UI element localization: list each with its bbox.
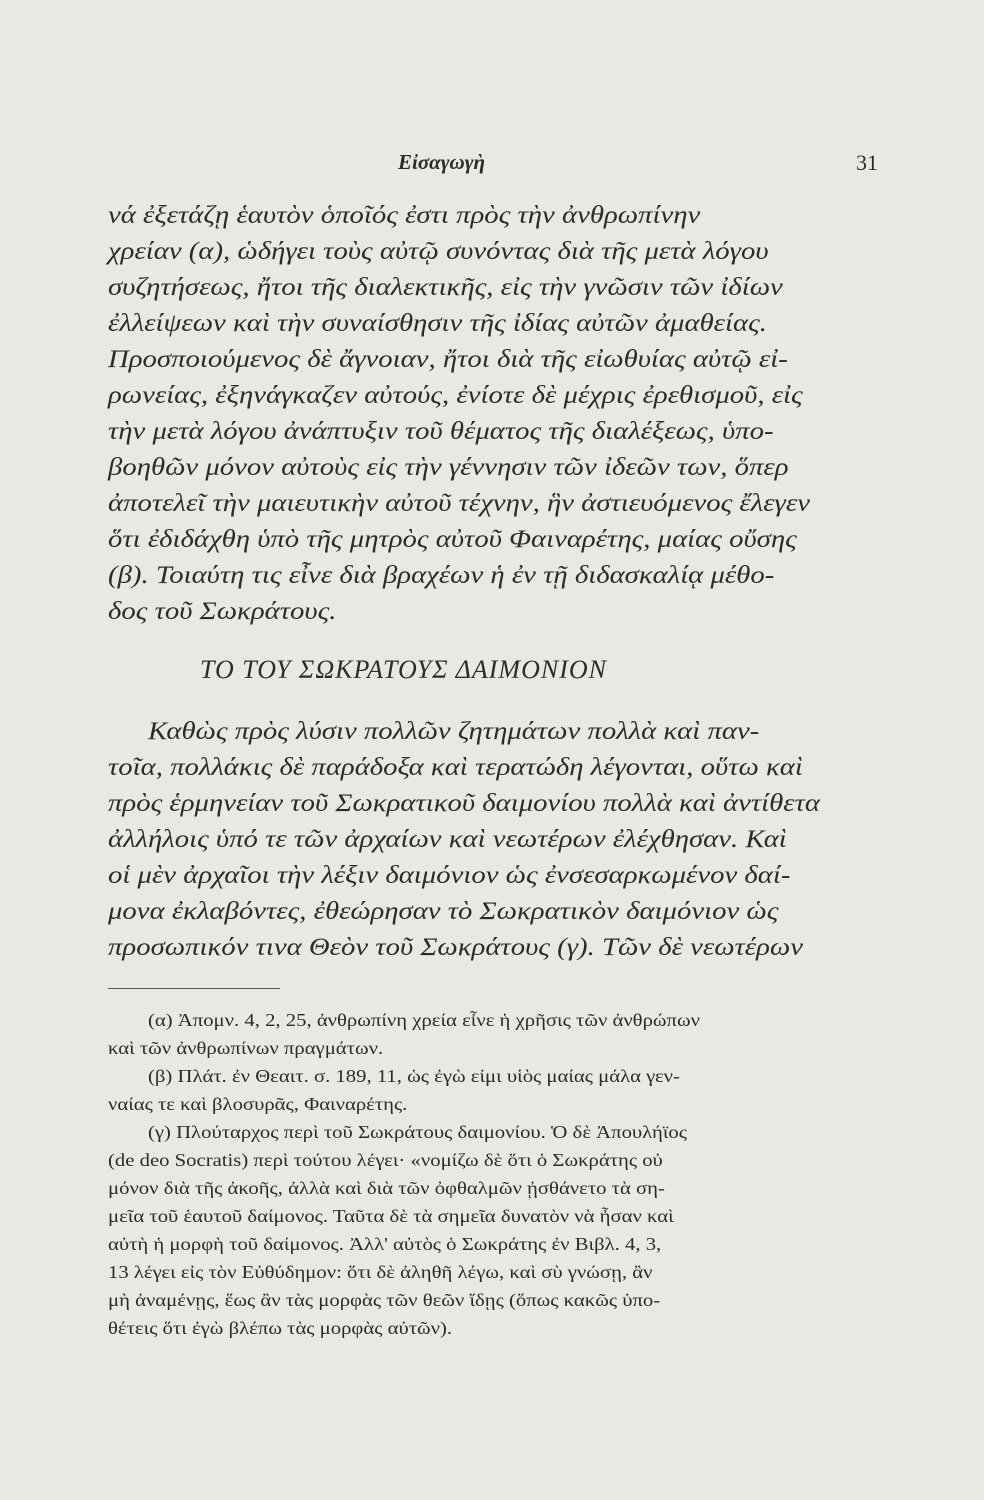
- footnote-divider: [108, 988, 280, 989]
- text-line: χρείαν (α), ὡδήγει τοὺς αὐτῷ συνόντας διὰ τῆς μετὰ λόγου: [108, 238, 769, 265]
- text-line: τὴν μετὰ λόγου ἀνάπτυξιν τοῦ θέματος τῆς διαλέξεως, ὑπο-: [108, 418, 774, 445]
- page-number: 31: [856, 150, 878, 175]
- text-line: ὅτι ἐδιδάχθη ὑπὸ τῆς μητρὸς αὐτοῦ Φαιναρέτης, μαίας οὔσης: [108, 526, 797, 553]
- page-header: [108, 150, 878, 180]
- text-line: Προσποιούμενος δὲ ἄγνοιαν, ἤτοι διὰ τῆς εἰωθυίας αὐτῷ εἰ-: [108, 346, 788, 373]
- text-line: προσωπικόν τινα Θεὸν τοῦ Σωκράτους (γ). Τῶν δὲ νεωτέρων: [108, 934, 803, 961]
- footnote-line: ναίας τε καὶ βλοσυρᾶς, Φαιναρέτης.: [108, 1094, 408, 1114]
- text-line: Καθὼς πρὸς λύσιν πολλῶν ζητημάτων πολλὰ καὶ παν-: [148, 718, 760, 745]
- footnote-line: αὐτὴ ἡ μορφὴ τοῦ δαίμονος. Ἀλλ' αὐτὸς ὁ Σωκράτης ἐν Βιβλ. 4, 3,: [108, 1234, 662, 1254]
- text-line: οἱ μὲν ἀρχαῖοι τὴν λέξιν δαιμόνιον ὡς ἐνσεσαρκωμένον δαί-: [108, 862, 791, 889]
- text-line: πρὸς ἑρμηνείαν τοῦ Σωκρατικοῦ δαιμονίου πολλὰ καὶ ἀντίθετα: [108, 790, 820, 817]
- footnote-line: καὶ τῶν ἀνθρωπίνων πραγμάτων.: [108, 1038, 384, 1058]
- text-line: ἐλλείψεων καὶ τὴν συναίσθησιν τῆς ἰδίας αὐτῶν ἀμαθείας.: [108, 310, 767, 337]
- footnote-line: θέτεις ὅτι ἐγὼ βλέπω τὰς μορφὰς αὐτῶν).: [108, 1318, 453, 1338]
- text-line: συζητήσεως, ἤτοι τῆς διαλεκτικῆς, εἰς τὴν γνῶσιν τῶν ἰδίων: [108, 274, 783, 301]
- running-title: Εἰσαγωγὴ: [398, 150, 485, 174]
- footnote-line: μὴ ἀναμένῃς, ἕως ἂν τὰς μορφὰς τῶν θεῶν ἴδῃς (ὅπως κακῶς ὑπο-: [108, 1290, 661, 1310]
- text-line: τοῖα, πολλάκις δὲ παράδοξα καὶ τερατώδη λέγονται, οὕτω καὶ: [108, 754, 803, 781]
- footnote-line: (de deo Socratis) περὶ τούτου λέγει· «νομίζω δὲ ὅτι ὁ Σωκράτης οὐ: [108, 1150, 663, 1170]
- text-line: ἀλλήλοις ὑπό τε τῶν ἀρχαίων καὶ νεωτέρων ἐλέχθησαν. Καὶ: [108, 826, 787, 853]
- footnote-line: (α) Ἀπομν. 4, 2, 25, ἀνθρωπίνη χρεία εἶνε ἡ χρῆσις τῶν ἀνθρώπων: [148, 1010, 700, 1030]
- section-heading: ΤΟ ΤΟΥ ΣΩΚΡΑΤΟΥΣ ΔΑΙΜΟΝΙΟΝ: [200, 655, 607, 684]
- footnote-line: μόνον διὰ τῆς ἀκοῆς, ἀλλὰ καὶ διὰ τῶν ὀφθαλμῶν ᾐσθάνετο τὰ ση-: [108, 1178, 665, 1198]
- text-line: νά ἐξετάζῃ ἑαυτὸν ὁποῖός ἐστι πρὸς τὴν ἀνθρωπίνην: [108, 202, 701, 229]
- footnote-line: (β) Πλάτ. ἐν Θεαιτ. σ. 189, 11, ὡς ἐγὼ εἰμι υἱὸς μαίας μάλα γεν-: [148, 1066, 680, 1086]
- text-line: δος τοῦ Σωκράτους.: [108, 598, 337, 625]
- text-line: (β). Τοιαύτη τις εἶνε διὰ βραχέων ἡ ἐν τῇ διδασκαλίᾳ μέθο-: [108, 562, 775, 589]
- footnote-line: μεῖα τοῦ ἑαυτοῦ δαίμονος. Ταῦτα δὲ τὰ σημεῖα δυνατὸν νὰ ἦσαν καὶ: [108, 1206, 674, 1226]
- text-line: βοηθῶν μόνον αὐτοὺς εἰς τὴν γέννησιν τῶν ἰδεῶν των, ὅπερ: [108, 454, 789, 481]
- footnote-line: (γ) Πλούταρχος περὶ τοῦ Σωκράτους δαιμονίου. Ὁ δὲ Ἀπουλήϊος: [148, 1122, 687, 1142]
- text-line: ρωνείας, ἐξηνάγκαζεν αὐτούς, ἐνίοτε δὲ μέχρις ἐρεθισμοῦ, εἰς: [108, 382, 803, 409]
- footnote-line: 13 λέγει εἰς τὸν Εὐθύδημον: ὅτι δὲ ἀληθῆ λέγω, καὶ σὺ γνώσῃ, ἂν: [108, 1262, 653, 1282]
- text-line: μονα ἐκλαβόντες, ἐθεώρησαν τὸ Σωκρατικὸν δαιμόνιον ὡς: [108, 898, 779, 925]
- text-line: ἀποτελεῖ τὴν μαιευτικὴν αὐτοῦ τέχνην, ἣν ἀστιευόμενος ἔλεγεν: [108, 490, 810, 517]
